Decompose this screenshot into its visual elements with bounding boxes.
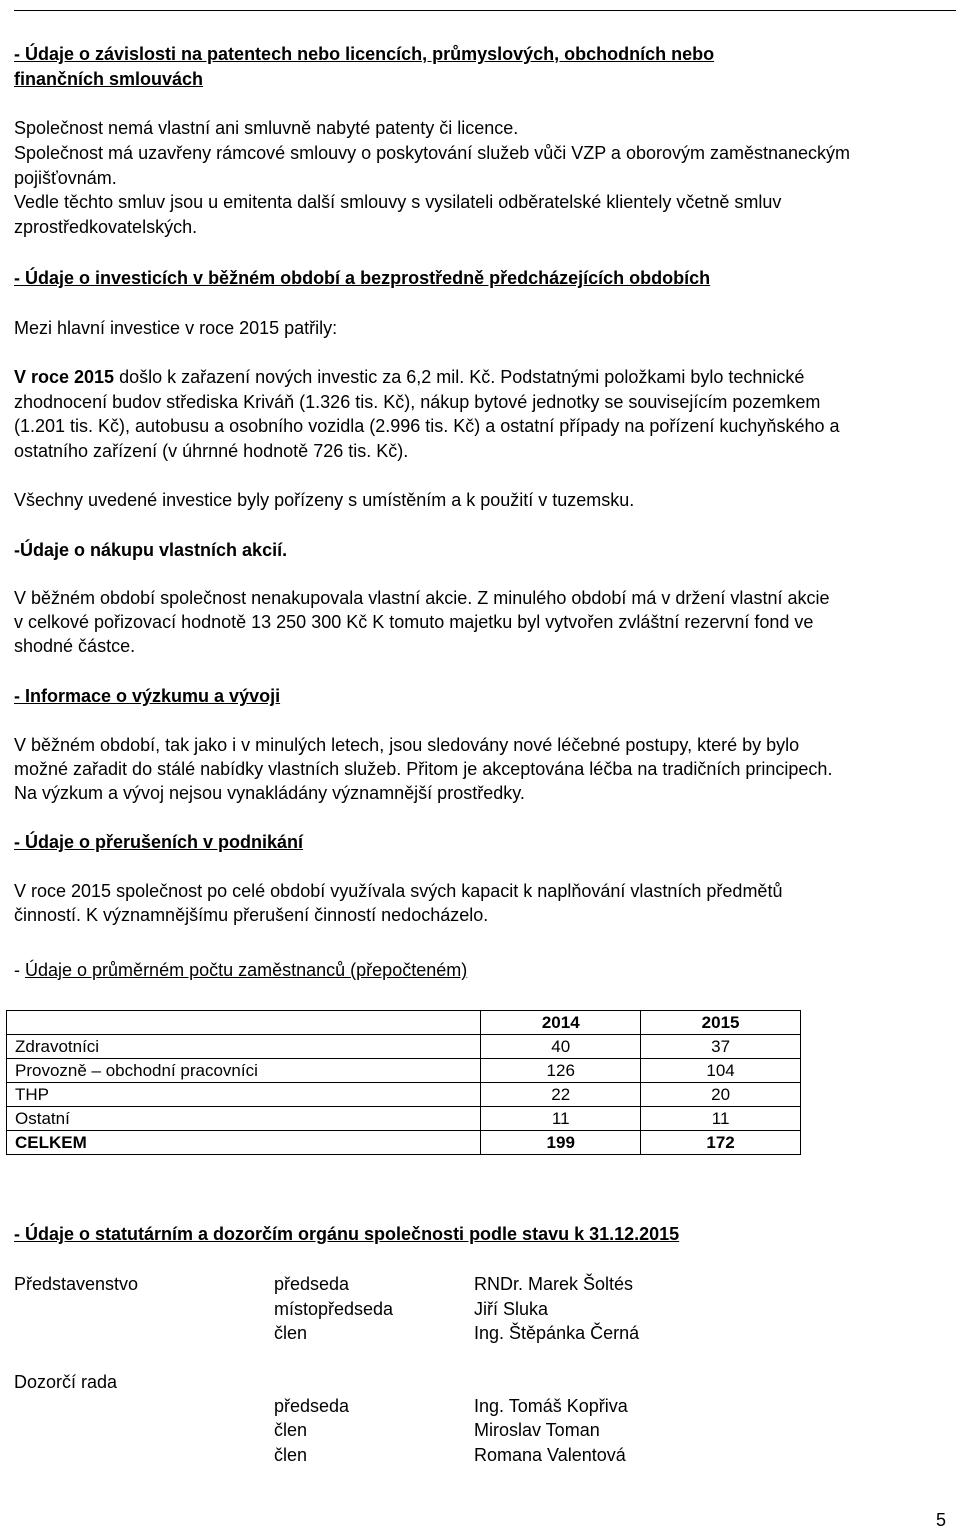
paragraph-line: V běžném období společnost nenakupovala vlastní akcie. Z minulého období má v držení vlastní akcie <box>14 588 830 608</box>
paragraph-line: Společnost má uzavřeny rámcové smlouvy o poskytování služeb vůči VZP a oborovým zaměstnaneckým <box>14 143 851 163</box>
investments-text: došlo k zařazení nových investic za 6,2 mil. Kč. Podstatnými položkami bylo technické <box>119 367 805 387</box>
heading-text: Údaje o průměrném počtu zaměstnanců (přepočteném) <box>25 960 468 980</box>
table-total-value: 172 <box>641 1131 801 1155</box>
supervisory-role: člen <box>274 1420 308 1440</box>
supervisory-board-name: Dozorčí rada <box>14 1372 118 1392</box>
investments-line-1 <box>14 365 948 389</box>
board-person: RNDr. Marek Šoltés <box>474 1274 634 1294</box>
table-header-row <box>7 1011 801 1035</box>
section-heading-patents: - Údaje o závislosti na patentech nebo licencích, průmyslových, obchodních nebo <box>14 44 715 64</box>
paragraph-line: Na výzkum a vývoj nejsou vynakládány významnější prostředky. <box>14 783 525 803</box>
table-row <box>7 1083 801 1107</box>
board-role: člen <box>274 1323 308 1343</box>
section-heading-research: - Informace o výzkumu a vývoji <box>14 686 281 706</box>
investments-year: V roce 2015 <box>14 367 115 387</box>
supervisory-role: člen <box>274 1445 308 1465</box>
table-cell-value: 20 <box>641 1083 801 1107</box>
table-cell-label: Provozně – obchodní pracovníci <box>7 1059 481 1083</box>
supervisory-person: Miroslav Toman <box>474 1420 600 1440</box>
section-heading-own-shares: -Údaje o nákupu vlastních akcií. <box>14 540 288 560</box>
table-total-row <box>7 1131 801 1155</box>
paragraph-line: možné zařadit do stálé nabídky vlastních služeb. Přitom je akceptována léčba na tradičních principech. <box>14 759 833 779</box>
table-cell-value: 11 <box>641 1107 801 1131</box>
investments-intro: Mezi hlavní investice v roce 2015 patřily: <box>14 318 338 338</box>
table-cell-value: 104 <box>641 1059 801 1083</box>
paragraph-line: V roce 2015 společnost po celé období využívala svých kapacit k naplňování vlastních předmětů <box>14 881 783 901</box>
paragraph-line: pojišťovnám. <box>14 168 117 188</box>
top-rule <box>14 10 956 11</box>
paragraph-line: Všechny uvedené investice byly pořízeny s umístěním a k použití v tuzemsku. <box>14 490 635 510</box>
paragraph-line: (1.201 tis. Kč), autobusu a osobního vozidla (2.996 tis. Kč) a ostatní případy na pořízení kuchyňského a <box>14 416 840 436</box>
supervisory-person: Ing. Tomáš Kopřiva <box>474 1396 628 1416</box>
table-row <box>7 1059 801 1083</box>
table-total-value: 199 <box>481 1131 641 1155</box>
paragraph-line: V běžném období, tak jako i v minulých letech, jsou sledovány nové léčebné postupy, které by bylo <box>14 735 800 755</box>
board-person: Jiří Sluka <box>474 1299 549 1319</box>
paragraph-line: shodné částce. <box>14 636 136 656</box>
page-number: 5 <box>935 1510 946 1530</box>
table-total-label: CELKEM <box>7 1131 481 1155</box>
section-heading-employees <box>14 958 467 982</box>
table-cell-label: Ostatní <box>7 1107 481 1131</box>
table-cell-value: 11 <box>481 1107 641 1131</box>
table-cell-value: 22 <box>481 1083 641 1107</box>
board-role: předseda <box>274 1274 350 1294</box>
table-cell-value: 37 <box>641 1035 801 1059</box>
paragraph-line: zprostředkovatelských. <box>14 217 198 237</box>
table-cell-label: Zdravotníci <box>7 1035 481 1059</box>
paragraph-line: v celkové pořizovací hodnotě 13 250 300 Kč K tomuto majetku byl vytvořen zvláštní rezervní fond ve <box>14 612 814 632</box>
section-heading-patents-cont: finančních smlouvách <box>14 69 204 89</box>
heading-dash: - <box>14 960 25 980</box>
employee-count-table <box>6 1010 801 1155</box>
board-role: místopředseda <box>274 1299 394 1319</box>
section-heading-governance: - Údaje o statutárním a dozorčím orgánu společnosti podle stavu k 31.12.2015 <box>14 1224 680 1244</box>
paragraph-line: ostatního zařízení (v úhrnné hodnotě 726 tis. Kč). <box>14 441 409 461</box>
table-cell-label: THP <box>7 1083 481 1107</box>
board-name: Představenstvo <box>14 1274 139 1294</box>
table-cell-value: 126 <box>481 1059 641 1083</box>
paragraph-line: Společnost nemá vlastní ani smluvně nabyté patenty či licence. <box>14 118 519 138</box>
paragraph-line: činností. K významnějšímu přerušení činností nedocházelo. <box>14 905 489 925</box>
paragraph-line: Vedle těchto smluv jsou u emitenta další smlouvy s vysilateli odběratelské klientely včetně smluv <box>14 192 782 212</box>
section-heading-investments: - Údaje o investicích v běžném období a bezprostředně předcházejících obdobích <box>14 268 711 288</box>
table-cell-value: 40 <box>481 1035 641 1059</box>
table-row <box>7 1035 801 1059</box>
table-header-year: 2014 <box>481 1011 641 1035</box>
paragraph-line: zhodnocení budov střediska Kriváň (1.326 tis. Kč), nákup bytové jednotky se souvisejícím pozemkem <box>14 392 821 412</box>
table-header-year: 2015 <box>641 1011 801 1035</box>
section-heading-interruptions: - Údaje o přerušeních v podnikání <box>14 832 304 852</box>
supervisory-person: Romana Valentová <box>474 1445 626 1465</box>
board-person: Ing. Štěpánka Černá <box>474 1323 640 1343</box>
supervisory-role: předseda <box>274 1396 350 1416</box>
table-header-empty <box>7 1011 481 1035</box>
table-row <box>7 1107 801 1131</box>
